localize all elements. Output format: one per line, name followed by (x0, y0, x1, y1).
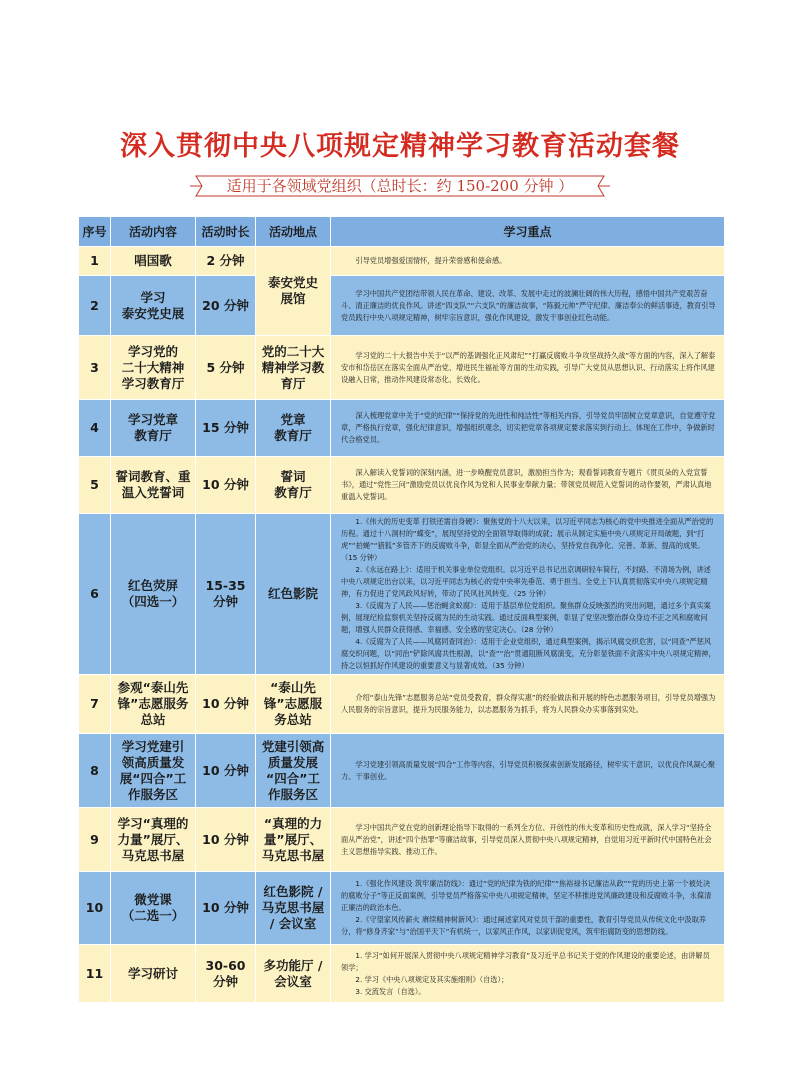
table-row (79, 872, 725, 945)
focus-paragraph: 深入梳理党章中关于“党的纪律”“保持党的先进性和纯洁性”等相关内容，引导党员牢固树立党章意识，自觉遵守党章，严格执行党章，强化纪律意识，增强组织观念，切实把党章各项规定要求落实到行动上、体现在工作中，争做新时代合格党员。 (341, 411, 716, 444)
focus-paragraph: 介绍“泰山先锋”志愿服务总站“党员受教育，群众得实惠”的经验做法和开展的特色志愿服务项目，引导党员增强为人民服务的宗旨意识，提升为民服务能力，以志愿服务为抓手，将为人民群众办实事落到实处。 (341, 693, 716, 714)
activity-location: 红色影院 / 马克思书屋 / 会议室 (256, 872, 331, 945)
activity-duration: 10 分钟 (196, 808, 256, 872)
row-number: 2 (79, 276, 111, 336)
header-focus: 学习重点 (331, 217, 725, 247)
row-number: 10 (79, 872, 111, 945)
activity-content: 学习研讨 (111, 945, 196, 1003)
table-row (79, 945, 725, 1003)
row-number: 1 (79, 247, 111, 276)
activity-location: 党建引领高 质量发展 “四合”工 作服务区 (256, 734, 331, 808)
focus-paragraph: 4.《反腐为了人民——风腐同查同治》：适用于企业党组织，通过典型案例，揭示风腐交织危害，以“同查”严惩风腐交织问题，以“同治”铲除风腐共性根源，以“查”“治”贯通阻断风腐演变，充分彰显铁面不贪落实中央八项规定精神，持之以恒抓好作风建设的重要意义与显著成效。（35 分钟） (341, 637, 716, 670)
learning-focus (331, 400, 725, 457)
learning-focus (331, 336, 725, 400)
activity-content: 红色荧屏 （四选一） (111, 514, 196, 675)
subtitle-banner (190, 172, 610, 200)
activity-content: 学习“真理的 力量”展厅、 马克思书屋 (111, 808, 196, 872)
table-row (79, 675, 725, 734)
table-row (79, 734, 725, 808)
activity-duration: 10 分钟 (196, 675, 256, 734)
activity-content: 参观“泰山先 锋”志愿服务 总站 (111, 675, 196, 734)
activity-location: 泰安党史 展馆 (256, 247, 331, 336)
activity-duration: 20 分钟 (196, 276, 256, 336)
activity-location: 誓词 教育厅 (256, 457, 331, 514)
learning-focus (331, 945, 725, 1003)
focus-paragraph: 1.《伟大的历史变革 打铁还需自身硬》：聚焦党的十八大以来，以习近平同志为核心的党中央推进全面从严治党的历程。通过十八洞村的“蝶变”，展现坚持党的全面领导取得的成就；展示从制定实施中央八项规定开局破题，到“打虎”“拍蝇”“猎狐”多管齐下的反腐败斗争，彰显全面从严治党的决心，坚持党自我净化、完善、革新、提高的成果。（15 分钟） (341, 517, 714, 562)
header-content: 活动内容 (111, 217, 196, 247)
focus-paragraph: 引导党员增强爱国情怀，提升荣誉感和使命感。 (355, 256, 507, 265)
activity-duration: 10 分钟 (196, 734, 256, 808)
activity-location: 党的二十大 精神学习教 育厅 (256, 336, 331, 400)
subtitle: 适用于各领域党组织（总时长：约 150-200 分钟 ） (226, 177, 574, 195)
activity-location: “真理的力 量”展厅、 马克思书屋 (256, 808, 331, 872)
focus-paragraph: 2.《永远在路上》：适用于机关事业单位党组织。以习近平总书记出京调研轻车简行，不封路、不清场为例，讲述中央八项规定出台以来，以习近平同志为核心的党中央率先垂范、勇于担当。全党上下认真贯彻落实中央八项规定精神，有力促进了党风政风好转，带动了民风社风转变。（25 分钟） (341, 565, 711, 598)
activity-content: 誓词教育、重 温入党誓词 (111, 457, 196, 514)
header-no: 序号 (79, 217, 111, 247)
activity-location: 多功能厅 / 会议室 (256, 945, 331, 1003)
focus-paragraph: 学习中国共产党团结带领人民在革命、建设、改革、发展中走过的波澜壮阔的伟大历程，感悟中国共产党艰苦奋斗、清正廉洁的优良作风。讲述“四支队”“六支队”的廉洁故事，“陈毅元帅”严守纪律、廉洁奉公的鲜活事迹，教育引导党员践行中央八项规定精神，树牢宗旨意识，强化作风建设，激发干事创业红色动能。 (341, 288, 716, 322)
focus-paragraph: 3.《反腐为了人民——惩治蝇贪蚁腐》：适用于基层单位党组织。聚焦群众反映强烈的突出问题，通过多个真实案例，展现纪检监察机关坚持反腐为民的生动实践。通过反面典型案例，彰显了党坚决整治群众身边不正之风和腐败问题，增强人民群众获得感、幸福感、安全感的坚定决心。（28 分钟） (341, 601, 711, 634)
page-title: 深入贯彻中央八项规定精神学习教育活动套餐 (120, 131, 680, 162)
activity-duration: 2 分钟 (196, 247, 256, 276)
activity-duration: 5 分钟 (196, 336, 256, 400)
focus-paragraph: 1.《强化作风建设 筑牢廉洁防线》：通过“党的纪律为铁的纪律”“焦裕禄书记廉洁从政”“党的历史上第一个被处决的腐败分子”等正反面案例，引导党员严格落实中央八项规定精神，坚定不移推进党风廉政建设和反腐败斗争，永葆清正廉洁的政治本色。 (341, 879, 712, 912)
focus-paragraph: 2. 学习《中央八项规定及其实施细则》（自选）； (355, 974, 509, 984)
table-row (79, 457, 725, 514)
row-number: 3 (79, 336, 111, 400)
table-row (79, 808, 725, 872)
learning-focus (331, 872, 725, 945)
learning-focus (331, 734, 725, 808)
activity-duration: 10 分钟 (196, 872, 256, 945)
focus-paragraph: 学习中国共产党在党的创新理论指导下取得的一系列全方位、开创性的伟大变革和历史性成就，深入学习“坚持全面从严治党”，讲述“四个热罪”等廉洁故事，引导党员深入贯彻中央八项规定精神，自觉用习近平新时代中国特色社会主义思想指导实践、推动工作。 (341, 822, 712, 856)
learning-focus (331, 514, 725, 675)
focus-paragraph: 学习党建引领高质量发展“四合”工作等内容，引导党员积极探索创新发展路径，树牢实干意识，以优良作风凝心聚力、干事创业。 (341, 759, 716, 781)
activity-location: “泰山先 锋”志愿服 务总站 (256, 675, 331, 734)
table-row (79, 336, 725, 400)
row-number: 9 (79, 808, 111, 872)
learning-focus (331, 276, 725, 336)
table-row (79, 400, 725, 457)
activity-content: 学习党的 二十大精神 学习教育厅 (111, 336, 196, 400)
row-number: 11 (79, 945, 111, 1003)
activity-location: 党章 教育厅 (256, 400, 331, 457)
activity-duration: 15 分钟 (196, 400, 256, 457)
focus-paragraph: 1. 学习“如何开展深入贯彻中央八项规定精神学习教育”及习近平总书记关于党的作风建设的重要论述，由讲解员领学； (341, 950, 710, 972)
activity-location: 红色影院 (256, 514, 331, 675)
activity-content: 微党课 （二选一） (111, 872, 196, 945)
learning-focus (331, 457, 725, 514)
focus-paragraph: 3. 交流发言（自选）。 (355, 986, 426, 996)
learning-focus (331, 808, 725, 872)
learning-focus (331, 675, 725, 734)
activity-content: 学习党章 教育厅 (111, 400, 196, 457)
activity-content: 学习 泰安党史展 (111, 276, 196, 336)
activity-duration: 30-60 分钟 (196, 945, 256, 1003)
learning-focus (331, 247, 725, 276)
row-number: 6 (79, 514, 111, 675)
table-row (79, 276, 725, 336)
activity-table (78, 216, 725, 1003)
activity-content: 学习党建引 领高质量发 展“四合”工 作服务区 (111, 734, 196, 808)
row-number: 7 (79, 675, 111, 734)
focus-paragraph: 学习党的二十大报告中关于“以严的基调强化正风肃纪”“打赢反腐败斗争攻坚战持久战”等方面的内容，深入了解泰安市和岱岳区在落实全面从严治党、增进民生福祉等方面的生动实践，引导广大党员从思想认识、行动落实上将作风建设融入日常，推动作风建设常态化、长效化。 (341, 350, 716, 384)
table-row (79, 514, 725, 675)
table-header-row (79, 217, 725, 247)
activity-duration: 10 分钟 (196, 457, 256, 514)
header-location: 活动地点 (256, 217, 331, 247)
activity-content: 唱国歌 (111, 247, 196, 276)
header-duration: 活动时长 (196, 217, 256, 247)
row-number: 8 (79, 734, 111, 808)
row-number: 5 (79, 457, 111, 514)
row-number: 4 (79, 400, 111, 457)
focus-paragraph: 2.《守望家风传薪火 赓续精神树新风》：通过阐述家风对党员干部的重要性，教育引导党员从传统文化中汲取养分，将“修身齐家”与“治国平天下”有机统一，以家风正作风，以家训促党风，筑牢拒腐防变的思想防线。 (341, 915, 706, 936)
table-row (79, 247, 725, 276)
activity-duration: 15-35 分钟 (196, 514, 256, 675)
focus-paragraph: 深入解读入党誓词的深刻内涵，进一步唤醒党员意识，激励担当作为；观看誓词教育专题片《贯页朵的入党宣誓书》，通过“党性三问”激励党员以优良作风为党和人民事业奉献力量；带领党员规范入党誓词的动作要领，严肃认真地重温入党誓词。 (341, 468, 712, 501)
